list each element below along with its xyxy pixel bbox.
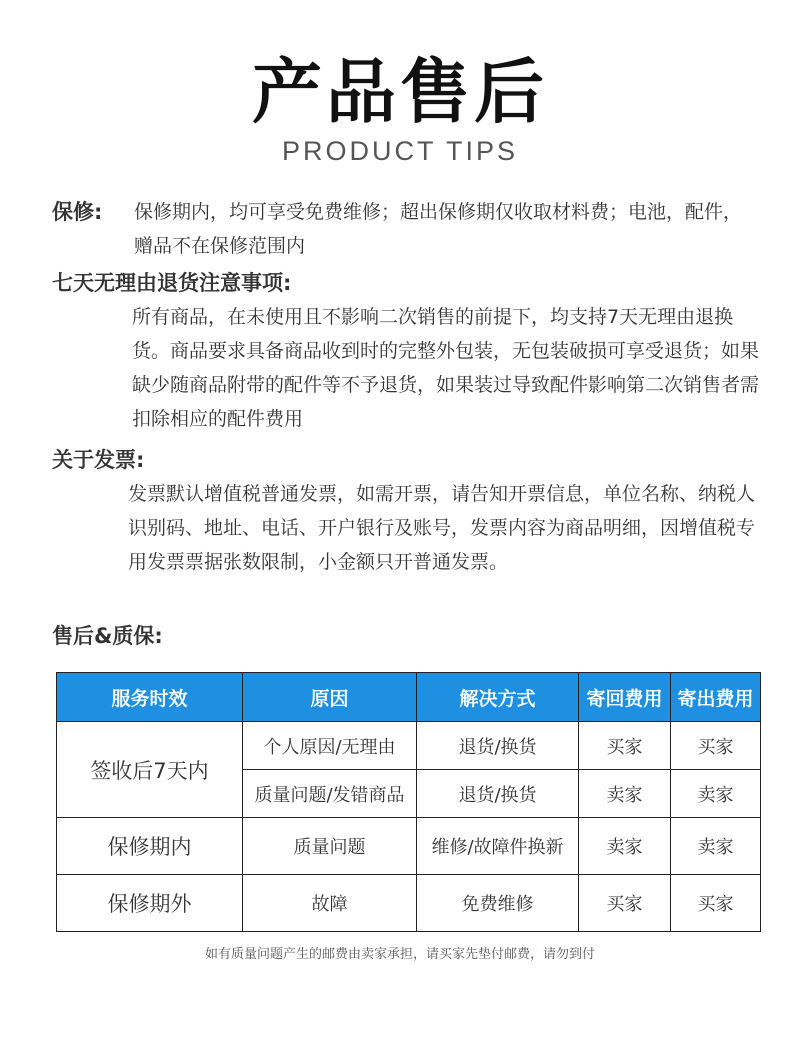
return-fee-cell: 卖家 [579, 770, 671, 818]
invoice-heading: 关于发票: [52, 448, 145, 472]
table-row [57, 722, 761, 770]
reason-cell: 故障 [243, 875, 417, 932]
send-fee-cell: 买家 [671, 875, 761, 932]
return-fee-cell: 卖家 [579, 818, 671, 875]
invoice-text: 发票默认增值税普通发票，如需开票，请告知开票信息，单位名称、纳税人识别码、地址、电话、开户银行及账号，发票内容为商品明细，因增值税专用发票票据张数限制，小金额只开普通发票。 [128, 483, 756, 573]
send-fee-cell: 买家 [671, 722, 761, 770]
table-header-cell: 原因 [243, 673, 417, 722]
solution-cell: 退货/换货 [417, 770, 579, 818]
table-row [57, 875, 761, 932]
table-row [57, 818, 761, 875]
table-header-cell: 解决方式 [417, 673, 579, 722]
warranty-heading: 保修: [52, 200, 103, 224]
send-fee-cell: 卖家 [671, 818, 761, 875]
send-fee-cell: 卖家 [671, 770, 761, 818]
after-sales-table [56, 672, 761, 932]
table-header-cell: 寄回费用 [579, 673, 671, 722]
service-period-cell: 保修期外 [57, 875, 243, 932]
return-fee-cell: 买家 [579, 722, 671, 770]
warranty-text: 保修期内，均可享受免费维修；超出保修期仅收取材料费；电池，配件，赠品不在保修范围内 [134, 201, 743, 257]
return-policy-text: 所有商品，在未使用且不影响二次销售的前提下，均支持7天无理由退换货。商品要求具备商品收到时的完整外包装，无包装破损可享受退货；如果缺少随商品附带的配件等不予退货，如果装过导致配件影响第二次销售者需扣除相应的配件费用 [132, 306, 760, 430]
return-policy-heading: 七天无理由退货注意事项: [52, 271, 292, 295]
page-subtitle: PRODUCT TIPS [281, 136, 519, 166]
solution-cell: 免费维修 [417, 875, 579, 932]
after-sales-heading: 售后&质保: [52, 624, 163, 648]
service-period-cell: 签收后7天内 [57, 722, 243, 818]
footnote: 如有质量问题产生的邮费由卖家承担，请买家先垫付邮费，请勿到付 [204, 947, 595, 962]
return-fee-cell: 买家 [579, 875, 671, 932]
table-header-row [57, 673, 761, 722]
reason-cell: 个人原因/无理由 [243, 722, 417, 770]
page-title: 产品售后 [252, 51, 548, 133]
service-period-cell: 保修期内 [57, 818, 243, 875]
solution-cell: 退货/换货 [417, 722, 579, 770]
reason-cell: 质量问题 [243, 818, 417, 875]
solution-cell: 维修/故障件换新 [417, 818, 579, 875]
table-header-cell: 服务时效 [57, 673, 243, 722]
reason-cell: 质量问题/发错商品 [243, 770, 417, 818]
table-header-cell: 寄出费用 [671, 673, 761, 722]
